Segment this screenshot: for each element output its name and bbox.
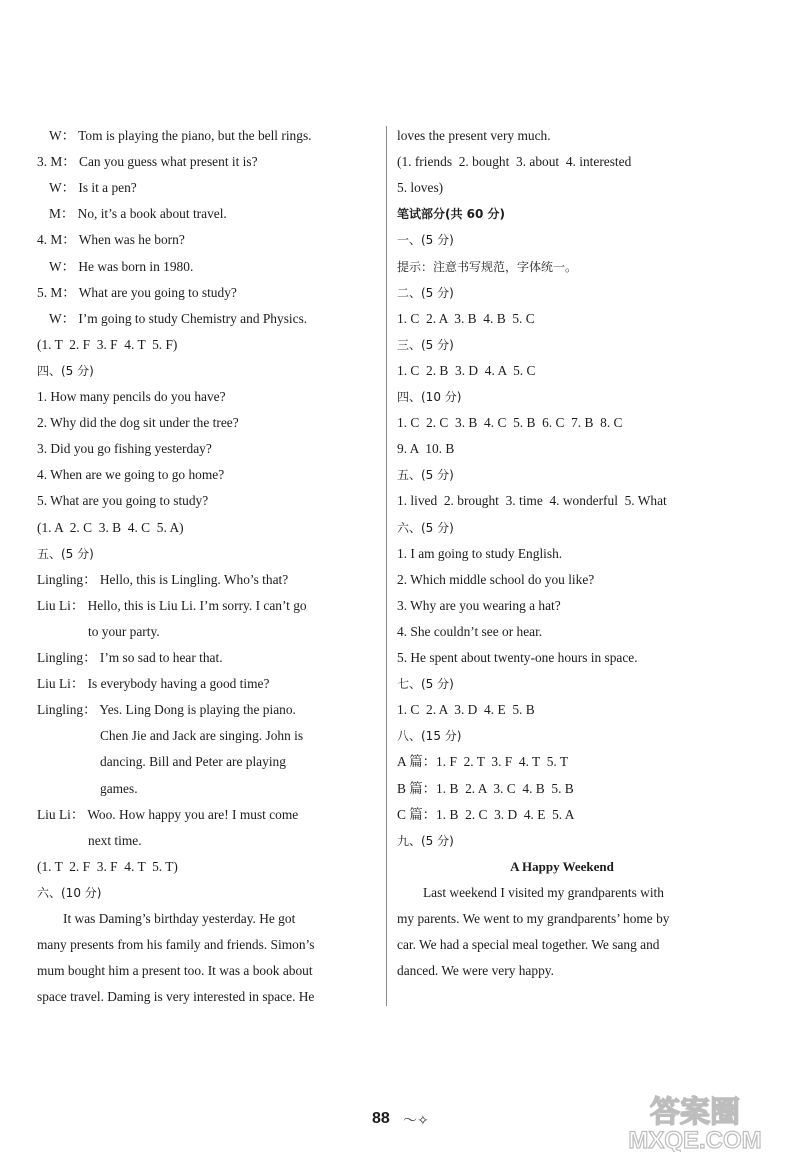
page-ornament: 〜✧ — [403, 1114, 429, 1129]
answer-line: 八、(15 分) — [397, 729, 462, 743]
answer-line: 二、(5 分) — [397, 286, 454, 300]
answer-line: 2. Why did the dog sit under the tree? — [37, 415, 239, 430]
answer-line: Lingling： I’m so sad to hear that. — [37, 650, 223, 665]
watermark-site-text: MXQE.COM — [628, 1127, 762, 1152]
answer-line: loves the present very much. — [397, 128, 551, 143]
answer-line: W： I’m going to study Chemistry and Physics. — [49, 311, 308, 326]
watermark-logo — [600, 1092, 790, 1152]
answer-line: games. — [100, 781, 138, 796]
answer-line: A 篇：1. F 2. T 3. F 4. T 5. T — [397, 754, 569, 769]
answer-line: 1. C 2. B 3. D 4. A 5. C — [397, 363, 536, 378]
answer-line: 四、(10 分) — [397, 390, 462, 404]
answer-line: (1. T 2. F 3. F 4. T 5. T) — [37, 859, 178, 874]
answer-line: Liu Li： Woo. How happy you are! I must come — [37, 807, 299, 822]
answer-line: B 篇：1. B 2. A 3. C 4. B 5. B — [397, 781, 574, 796]
answer-line: Lingling： Hello, this is Lingling. Who’s that? — [37, 572, 289, 587]
page-number: 88 — [372, 1110, 390, 1127]
answer-line: Chen Jie and Jack are singing. John is — [100, 728, 304, 743]
answer-line: W： Tom is playing the piano, but the bell rings. — [49, 128, 312, 143]
answer-line: next time. — [88, 833, 142, 848]
essay-title: A Happy Weekend — [510, 859, 614, 874]
answer-line: danced. We were very happy. — [397, 963, 554, 978]
answer-line: M： No, it’s a book about travel. — [49, 206, 227, 221]
answer-line: Liu Li： Hello, this is Liu Li. I’m sorry. I can’t go — [37, 598, 307, 613]
answer-line: 六、(5 分) — [397, 521, 454, 535]
answer-line: 六、(10 分) — [37, 886, 102, 900]
column-divider — [386, 126, 387, 1006]
answer-line: 4. M： When was he born? — [37, 232, 185, 247]
answer-line: to your party. — [88, 624, 160, 639]
answer-line: dancing. Bill and Peter are playing — [100, 754, 286, 769]
answer-line: mum bought him a present too. It was a book about — [37, 963, 313, 978]
answer-line: car. We had a special meal together. We sang and — [397, 937, 660, 952]
answer-line: W： Is it a pen? — [49, 180, 137, 195]
answer-line: 5. loves) — [397, 180, 444, 195]
answer-line: It was Daming’s birthday yesterday. He got — [63, 911, 296, 926]
answer-line: 一、(5 分) — [397, 233, 454, 247]
answer-line: 3. M： Can you guess what present it is? — [37, 154, 258, 169]
answer-line: 三、(5 分) — [397, 338, 454, 352]
answer-line: 提示：注意书写规范，字体统一。 — [397, 260, 578, 274]
answer-line: (1. A 2. C 3. B 4. C 5. A) — [37, 520, 184, 535]
answer-line: 5. What are you going to study? — [37, 493, 209, 508]
answer-line: (1. friends 2. bought 3. about 4. interested — [397, 154, 632, 169]
answer-line: 3. Did you go fishing yesterday? — [37, 441, 212, 456]
answer-line: 1. C 2. C 3. B 4. C 5. B 6. C 7. B 8. C — [397, 415, 623, 430]
answer-line: 1. lived 2. brought 3. time 4. wonderful 5. What — [397, 493, 667, 508]
answer-line: 1. C 2. A 3. D 4. E 5. B — [397, 702, 535, 717]
answer-line: my parents. We went to my grandparents’ home by — [397, 911, 670, 926]
answer-line: 3. Why are you wearing a hat? — [397, 598, 561, 613]
answer-line: 1. How many pencils do you have? — [37, 389, 226, 404]
watermark-logo-text: 答案圈 — [650, 1095, 740, 1130]
answer-line: 1. C 2. A 3. B 4. B 5. C — [397, 311, 535, 326]
answer-line: Lingling： Yes. Ling Dong is playing the piano. — [37, 702, 296, 717]
answer-line: 笔试部分(共 60 分) — [397, 207, 506, 221]
answer-line: 1. I am going to study English. — [397, 546, 563, 561]
answer-line: W： He was born in 1980. — [49, 259, 194, 274]
answer-line: 九、(5 分) — [397, 834, 454, 848]
answer-line: Last weekend I visited my grandparents with — [423, 885, 664, 900]
answer-line: 5. He spent about twenty-one hours in space. — [397, 650, 638, 665]
answer-line: 4. She couldn’t see or hear. — [397, 624, 543, 639]
answer-line: Liu Li： Is everybody having a good time? — [37, 676, 270, 691]
answer-line: 五、(5 分) — [397, 468, 454, 482]
answer-line: (1. T 2. F 3. F 4. T 5. F) — [37, 337, 178, 352]
answer-line: space travel. Daming is very interested in space. He — [37, 989, 315, 1004]
answer-line: 5. M： What are you going to study? — [37, 285, 237, 300]
answer-line: 9. A 10. B — [397, 441, 455, 456]
answer-line: 四、(5 分) — [37, 364, 94, 378]
answer-line: 2. Which middle school do you like? — [397, 572, 595, 587]
answer-line: 五、(5 分) — [37, 547, 94, 561]
answer-line: C 篇：1. B 2. C 3. D 4. E 5. A — [397, 807, 575, 822]
answer-line: 4. When are we going to go home? — [37, 467, 225, 482]
answer-line: many presents from his family and friends. Simon’s — [37, 937, 315, 952]
answer-line: 七、(5 分) — [397, 677, 454, 691]
